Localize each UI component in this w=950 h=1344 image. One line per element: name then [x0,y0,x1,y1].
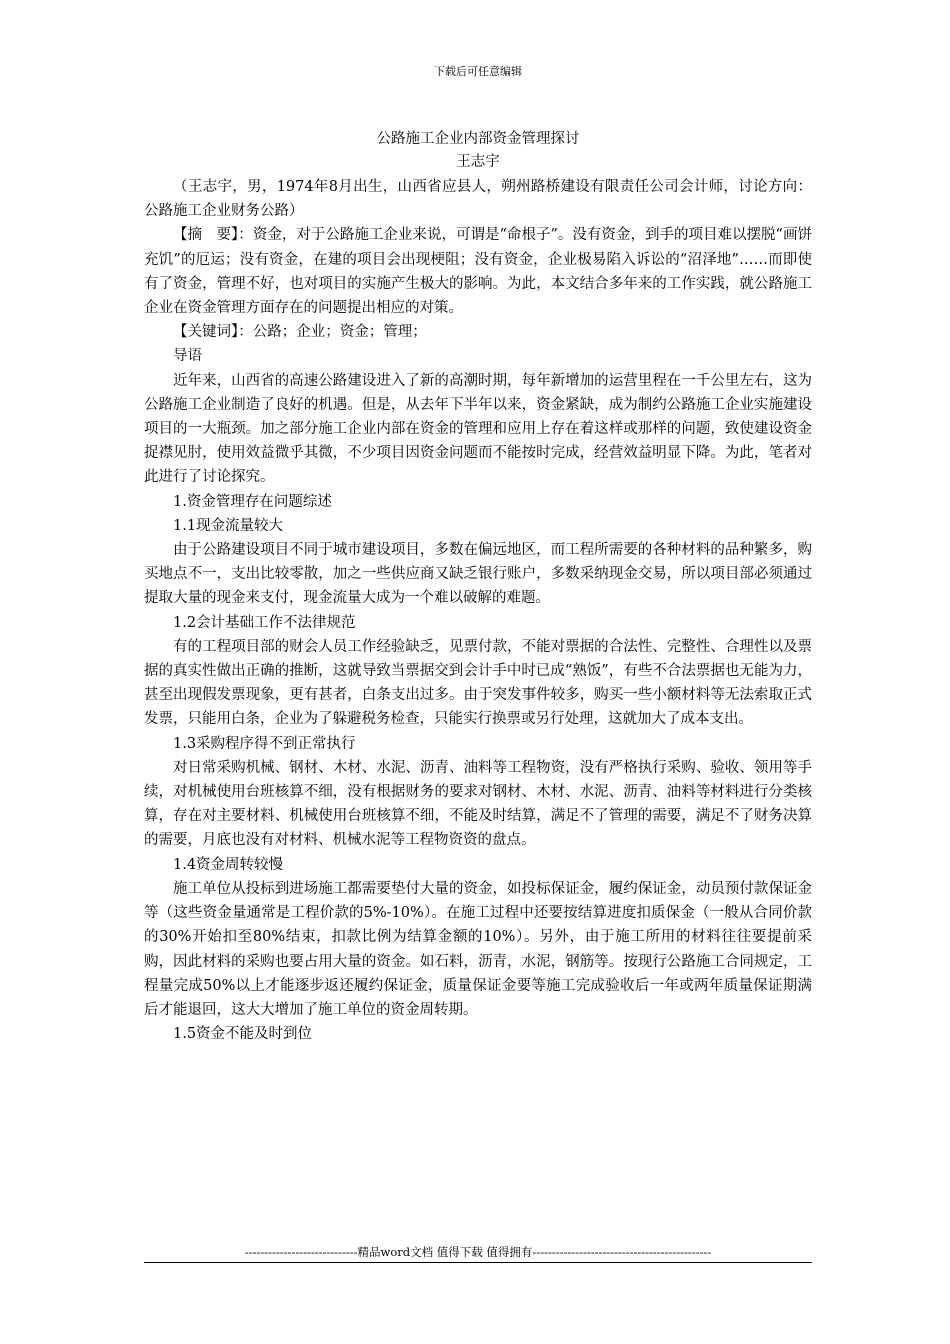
abstract: 【摘 要】：资金，对于公路施工企业来说，可谓是“命根子”。没有资金，到手的项目难以摆脱“画饼充饥”的厄运；没有资金，在建的项目会出现梗阻；没有资金，企业极易陷入诉讼的“沼泽地”……而即使有了资金，管理不好，也对项目的实施产生极大的影响。为此，本文结合多年来的工作实践，就公路施工企业在资金管理方面存在的问题提出相应的对策。 [144,227,812,317]
paragraph-1-2: 有的工程项目部的财会人员工作经验缺乏，见票付款，不能对票据的合法性、完整性、合理性以及票据的真实性做出正确的推断，这就导致当票据交到会计手中时已成“熟饭”，有些不合法票据也无能为力，甚至出现假发票现象，更有甚者，白条支出过多。由于突发事件较多，购买一些小额材料等无法索取正式发票，只能用白条，企业为了躲避税务检查，只能实行换票或另行处理，这就加大了成本支出。 [144,638,812,728]
section-heading-intro: 导语 [173,348,202,365]
author-bio: （王志宇，男，1974年8月出生，山西省应县人，朔州路桥建设有限责任公司会计师，讨论方向：公路施工企业财务公路） [144,179,812,220]
keywords: 【关键词】：公路；企业；资金；管理； [173,324,427,341]
document-body [144,175,812,1046]
paragraph-intro: 近年来，山西省的高速公路建设进入了新的高潮时期，每年新增加的运营里程在一千公里左右，这为公路施工企业制造了良好的机遇。但是，从去年下半年以来，资金紧缺，成为制约公路施工企业实施建设项目的一大瓶颈。加之部分施工企业内部在资金的管理和应用上存在着这样或那样的问题，致使建设资金捉襟见肘，使用效益微乎其微，不少项目因资金问题而不能按时完成，经营效益明显下降。为此，笔者对此进行了讨论探究。 [144,372,812,486]
subsection-heading-1-1: 1.1现金流量较大 [173,517,284,534]
footer-divider [144,1262,812,1263]
section-heading-1: 1.资金管理存在问题综述 [173,493,332,510]
subsection-heading-1-4: 1.4资金周转较慢 [173,856,284,873]
author-name: 王志宇 [456,154,500,170]
document-title: 公路施工企业内部资金管理探讨 [376,131,580,147]
subsection-heading-1-5: 1.5资金不能及时到位 [173,1026,313,1043]
footer-note: -----------------------------精品word文档 值得下载 值得拥有---------------------------------------------- [244,1245,712,1259]
paragraph-1-4: 施工单位从投标到进场施工都需要垫付大量的资金，如投标保证金，履约保证金，动员预付款保证金等（这些资金量通常是工程价款的5%-10%）。在施工过程中还要按结算进度扣质保金（一般从合同价款的30%开始扣至80%结束，扣款比例为结算金额的10%）。另外，由于施工所用的材料往往要提前采购，因此材料的采购也要占用大量的资金。如石料，沥青，水泥，钢筋等。按现行公路施工合同规定，工程量完成50%以上才能逐步返还履约保证金，质量保证金要等施工完成验收后一年或两年质量保证期满后才能退回，这大大增加了施工单位的资金周转期。 [144,880,812,1018]
header-note: 下载后可任意编辑 [434,65,522,78]
paragraph-1-1: 由于公路建设项目不同于城市建设项目，多数在偏远地区，而工程所需要的各种材料的品种繁多，购买地点不一，支出比较零散，加之一些供应商又缺乏银行账户，多数采纳现金交易，所以项目部必须通过提取大量的现金来支付，现金流量大成为一个难以破解的难题。 [144,542,812,607]
subsection-heading-1-3: 1.3采购程序得不到正常执行 [173,735,356,752]
paragraph-1-3: 对日常采购机械、钢材、木材、水泥、沥青、油料等工程物资，没有严格执行采购、验收、领用等手续，对机械使用台班核算不细，没有根据财务的要求对钢材、木材、水泥、沥青、油料等材料进行分类核算，存在对主要材料、机械使用台班核算不细，不能及时结算，满足不了管理的需要，满足不了财务决算的需要，月底也没有对材料、机械水泥等工程物资资的盘点。 [144,759,812,849]
subsection-heading-1-2: 1.2会计基础工作不法律规范 [173,614,356,631]
